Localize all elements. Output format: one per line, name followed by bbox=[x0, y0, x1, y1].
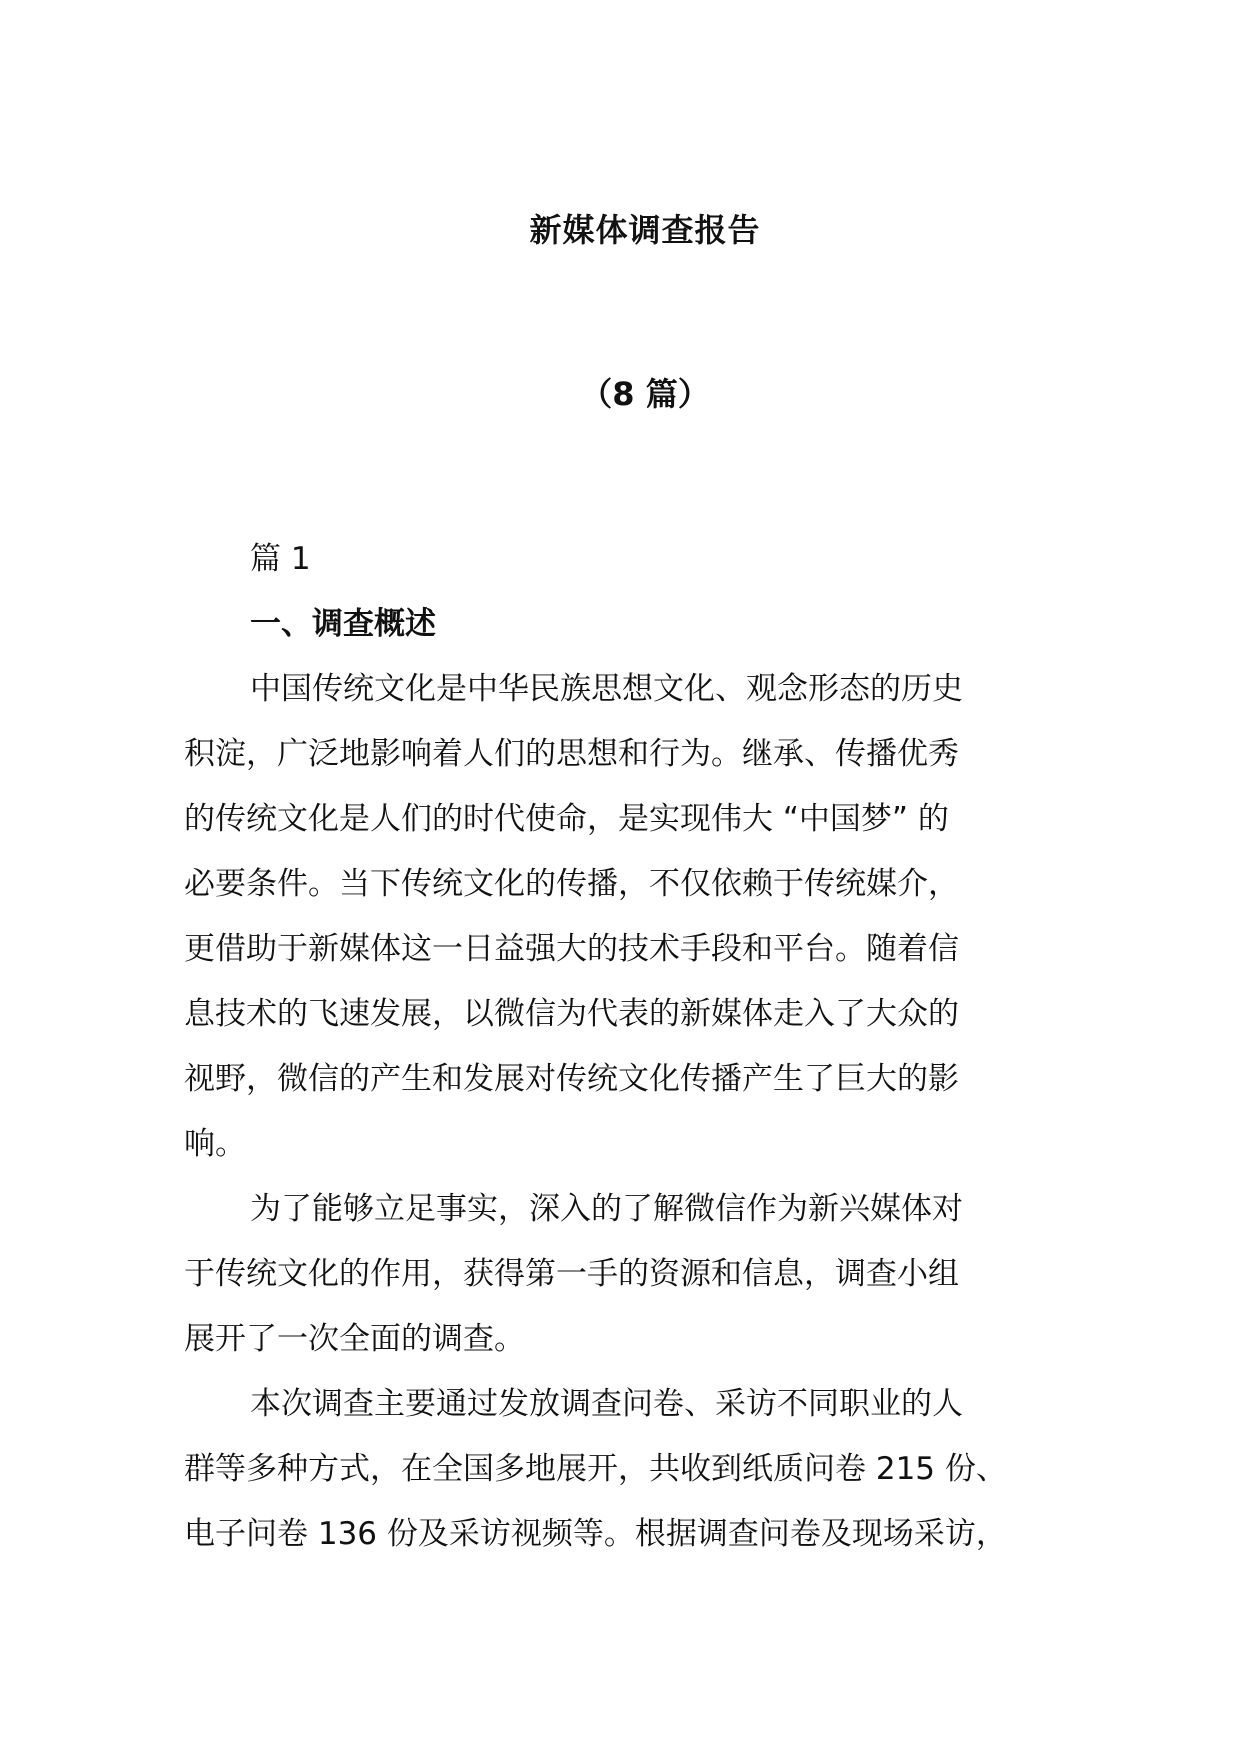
paragraph-line: 本次调查主要通过发放调查问卷、采访不同职业的人 bbox=[250, 1386, 963, 1422]
paragraph-line: 积淀，广泛地影响着人们的思想和行为。继承、传播优秀 bbox=[184, 736, 959, 772]
paragraph-line: 息技术的飞速发展，以微信为代表的新媒体走入了大众的 bbox=[184, 996, 959, 1032]
paragraph-line: 视野，微信的产生和发展对传统文化传播产生了巨大的影 bbox=[184, 1061, 959, 1097]
paragraph-2 bbox=[184, 1177, 1054, 1372]
document-title: 新媒体调查报告 bbox=[529, 211, 761, 249]
paragraph-line: 必要条件。当下传统文化的传播，不仅依赖于传统媒介， bbox=[184, 866, 959, 902]
paragraph-3 bbox=[184, 1372, 1054, 1567]
paragraph-line: 为了能够立足事实，深入的了解微信作为新兴媒体对 bbox=[250, 1191, 963, 1227]
paragraph-line: 的传统文化是人们的时代使命，是实现伟大 “中国梦” 的 bbox=[184, 801, 949, 837]
paragraph-line: 群等多种方式，在全国多地展开，共收到纸质问卷 215 份、 bbox=[184, 1451, 1007, 1487]
paragraph-line: 展开了一次全面的调查。 bbox=[184, 1321, 525, 1357]
section-label: 篇 1 bbox=[250, 541, 311, 577]
paragraph-line: 中国传统文化是中华民族思想文化、观念形态的历史 bbox=[250, 671, 963, 707]
document-body bbox=[184, 527, 1054, 1567]
paragraph-1 bbox=[184, 657, 1054, 1177]
paragraph-line: 于传统文化的作用，获得第一手的资源和信息，调查小组 bbox=[184, 1256, 959, 1292]
document-subtitle: （8 篇） bbox=[580, 375, 710, 413]
paragraph-line: 响。 bbox=[184, 1126, 246, 1162]
paragraph-line: 更借助于新媒体这一日益强大的技术手段和平台。随着信 bbox=[184, 931, 959, 967]
section-heading: 一、调查概述 bbox=[250, 606, 436, 642]
paragraph-line: 电子问卷 136 份及采访视频等。根据调查问卷及现场采访， bbox=[184, 1516, 1007, 1552]
